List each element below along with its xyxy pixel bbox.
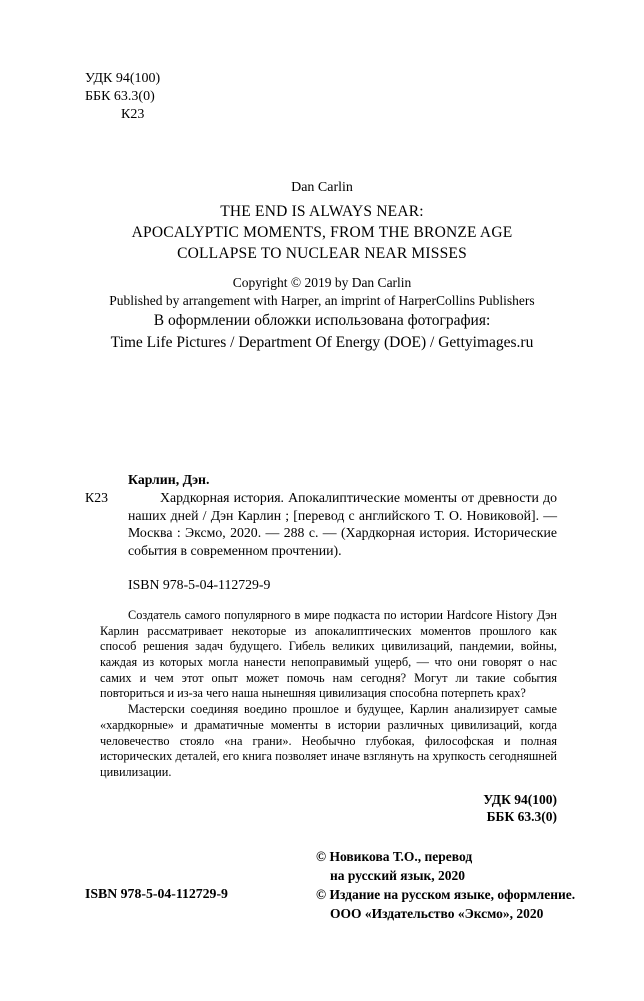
- original-title-line-3: COLLAPSE TO NUCLEAR NEAR MISSES: [177, 244, 467, 262]
- original-title-block: [0, 180, 644, 309]
- catalog-card: [85, 471, 557, 826]
- top-classification-codes: [85, 70, 160, 124]
- original-author: Dan Carlin: [291, 180, 353, 195]
- cover-photo-credit: [0, 310, 644, 353]
- right-classification-codes: [85, 791, 557, 826]
- bbk-code: ББК 63.3(0): [85, 88, 155, 104]
- catalog-index-code: К23: [85, 490, 108, 505]
- original-title-line-2: APOCALYPTIC MOMENTS, FROM THE BRONZE AGE: [131, 223, 513, 241]
- catalog-body: [85, 471, 557, 594]
- cover-photo-credit-line-1: В оформлении обложки использована фотография:: [153, 312, 491, 329]
- udk-code: УДК 94(100): [85, 71, 161, 86]
- copyright-line-publisher: ООО «Издательство «Эксмо», 2020: [330, 906, 544, 922]
- edition-copyright-block: [316, 847, 575, 924]
- author-sign-code: К23: [121, 106, 145, 122]
- cover-photo-credit-line-2: Time Life Pictures / Department Of Energy (DOE) / Gettyimages.ru: [110, 333, 534, 351]
- udk-code-right: УДК 94(100): [483, 791, 557, 807]
- bbk-code-right: ББК 63.3(0): [486, 809, 557, 825]
- original-title-line-1: THE END IS ALWAYS NEAR:: [220, 203, 424, 220]
- annotation-paragraph-2: Мастерски соединяя воедино прошлое и будущее, Карлин анализирует самые «хардкорные» и драматичные моменты в истории различных цивилизаций, когда человечество стояло «на грани». Необычно глубокая, философская и полная исторических деталей, его книга позволяет иначе взглянуть на хрупкость сегодняшней цивилизации.: [100, 702, 557, 780]
- copyright-line-edition: © Издание на русском языке, оформление.: [316, 887, 576, 903]
- catalog-description: Хардкорная история. Апокалиптические моменты от древности до наших дней / Дэн Карлин ; [перевод с английского Т. О. Новиковой]. — Москва : Эксмо, 2020. — 288 с. — (Хардкорная история. Исторические события в современном прочтении).: [128, 489, 557, 559]
- copyright-line-translation-2: на русский язык, 2020: [330, 868, 466, 884]
- original-copyright: Copyright © 2019 by Dan Carlin: [232, 274, 412, 290]
- annotation-block: [100, 608, 557, 781]
- isbn-bottom: ISBN 978-5-04-112729-9: [85, 886, 228, 901]
- copyright-line-translation: © Новикова Т.О., перевод: [316, 849, 473, 864]
- annotation-paragraph-1: Создатель самого популярного в мире подкаста по истории Hardcore History Дэн Карлин рассматривает некоторые из апокалиптических моментов прошлого как способ решения задач будущего. Гибель великих цивилизаций, пандемии, войны, каждая из которых могла нанести непоправимый ущерб, — что они говорят о нас самих и чем этот опыт может помочь нам сегодня? Могут ли такие события повториться и из-за чего наша нынешняя цивилизация способна потерпеть крах?: [100, 607, 557, 701]
- catalog-author-heading: Карлин, Дэн.: [128, 472, 210, 487]
- catalog-isbn: ISBN 978-5-04-112729-9: [128, 576, 271, 592]
- publisher-arrangement: Published by arrangement with Harper, an imprint of HarperCollins Publishers: [109, 292, 535, 308]
